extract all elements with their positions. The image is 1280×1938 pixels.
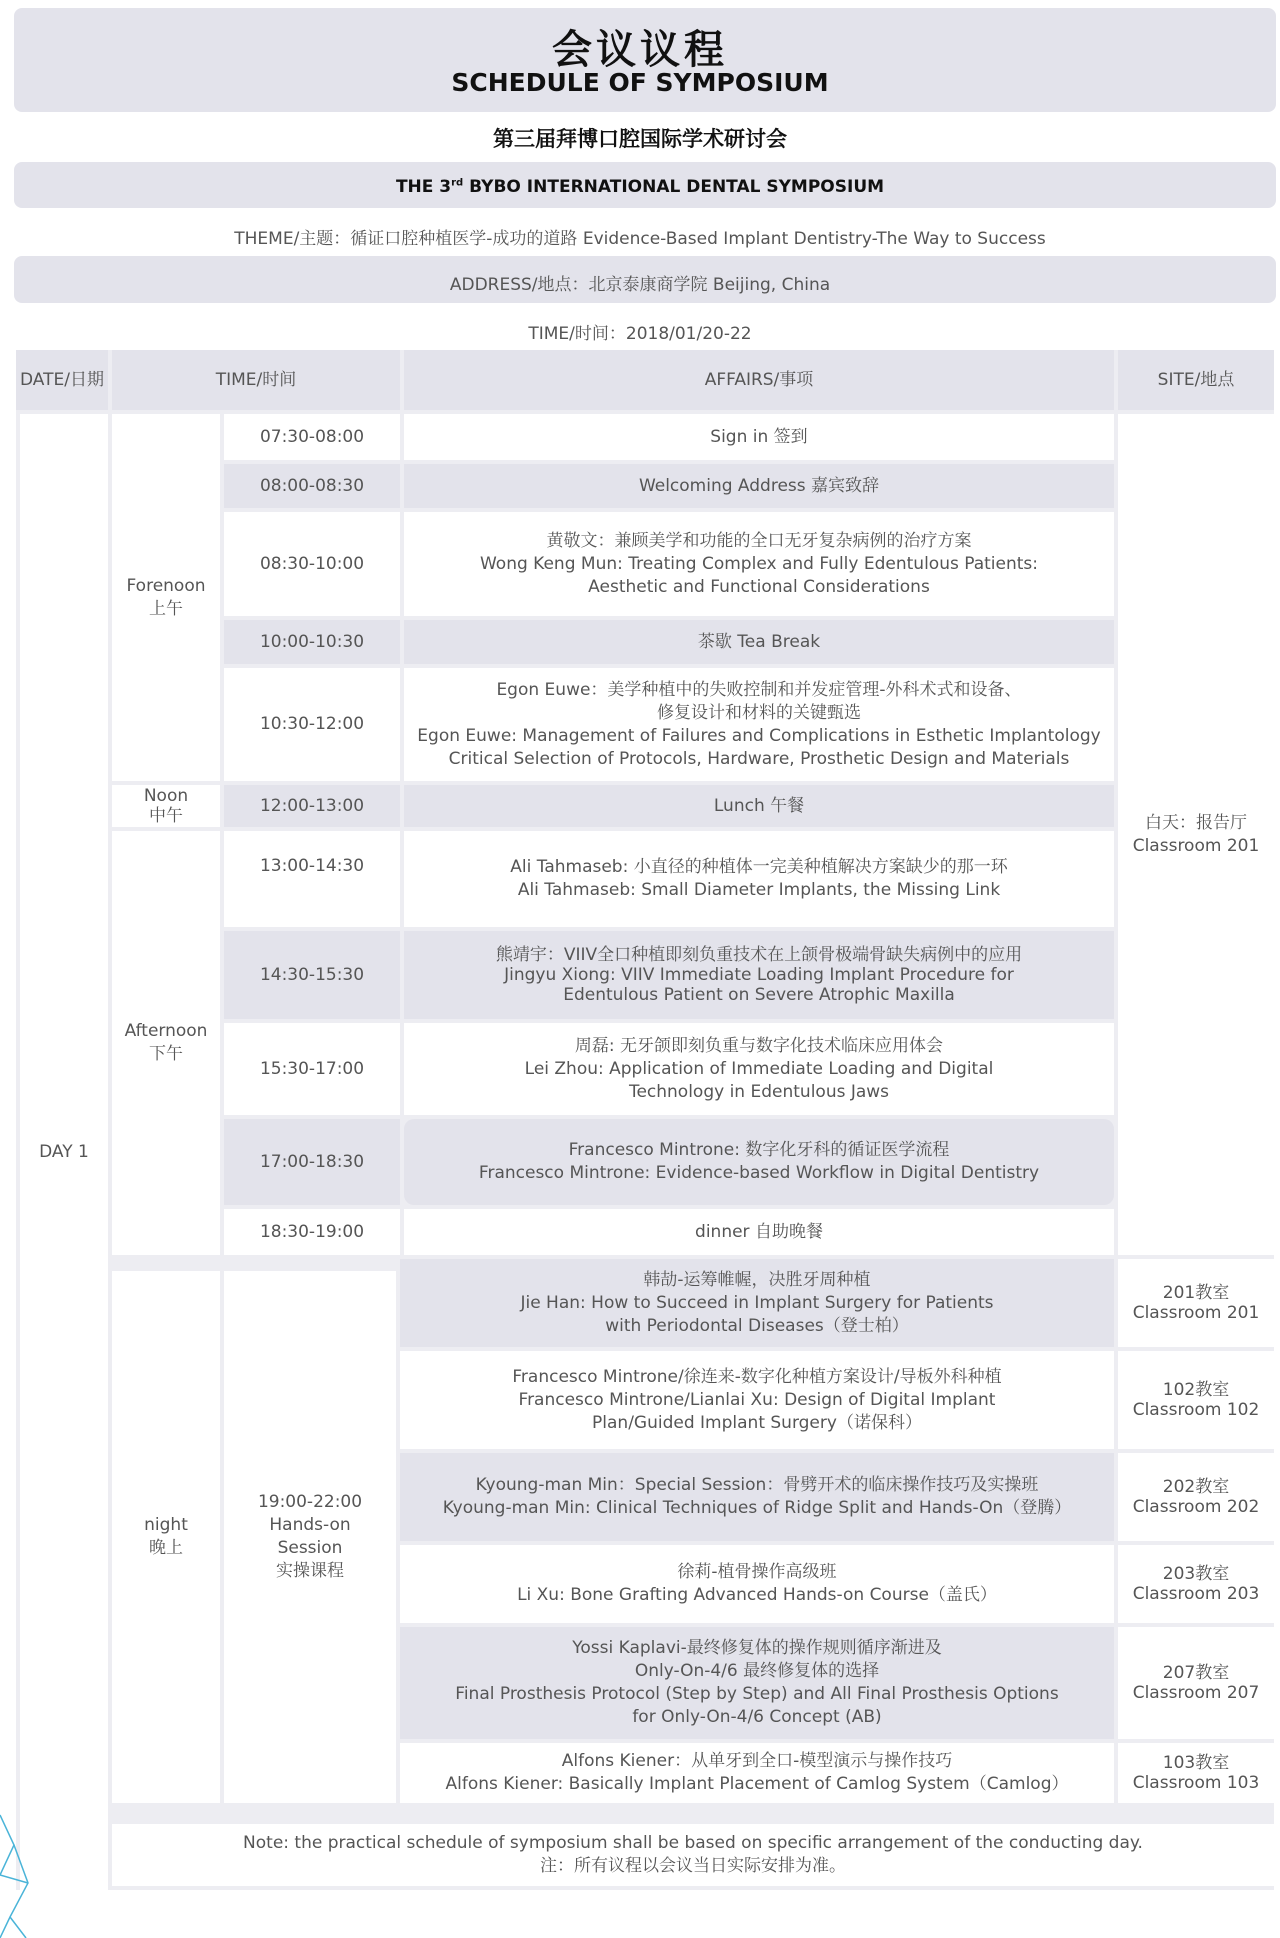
affair-item: dinner 自助晚餐: [404, 1209, 1114, 1255]
hands-on-affair: 韩劼-运筹帷幄，决胜牙周种植 Jie Han: How to Succeed in Implant Surgery for Patients with Periodontal Diseases（登士柏）: [400, 1259, 1114, 1347]
hands-on-affair: Francesco Mintrone/徐连来-数字化种植方案设计/导板外科种植 Francesco Mintrone/Lianlai Xu: Design of Digital Implant Plan/Guided Implant Surgery（诺保科）: [400, 1351, 1114, 1449]
time-slot: 13:00-14:30: [224, 831, 400, 927]
affair-item: Lunch 午餐: [404, 785, 1114, 827]
time-slot: 18:30-19:00: [224, 1209, 400, 1255]
hands-on-affair: Alfons Kiener：从单牙到全口-模型演示与操作技巧 Alfons Kiener: Basically Implant Placement of Camlog System（Camlog）: [400, 1743, 1114, 1803]
time-slot: 15:30-17:00: [224, 1023, 400, 1115]
time-slot: 10:00-10:30: [224, 620, 400, 664]
header-date: DATE/日期: [16, 350, 108, 410]
period-night: night 晚上: [112, 1271, 220, 1803]
hands-on-site: 201教室 Classroom 201: [1118, 1259, 1274, 1347]
time-slot: 17:00-18:30: [224, 1119, 400, 1205]
page-title: 会议议程: [552, 27, 728, 73]
address-line: ADDRESS/地点：北京泰康商学院 Beijing, China: [449, 275, 831, 295]
affair-item: 周磊: 无牙颌即刻负重与数字化技术临床应用体会 Lei Zhou: Application of Immediate Loading and Digital Technology in Edentulous Jaws: [404, 1023, 1114, 1115]
affair-item: 熊靖宇：VIIV全口种植即刻负重技术在上颌骨极端骨缺失病例中的应用 Jingyu Xiong: VIIV Immediate Loading Implant Procedure for Edentulous Patient on Severe Atrophic Maxilla: [404, 931, 1114, 1019]
time-slot: 08:30-10:00: [224, 512, 400, 616]
affair-item: Ali Tahmaseb: 小直径的种植体一完美种植解决方案缺少的那一环 Ali Tahmaseb: Small Diameter Implants, the Missing Link: [404, 831, 1114, 927]
hands-on-site: 103教室 Classroom 103: [1118, 1743, 1274, 1803]
hands-on-affair: Yossi Kaplavi-最终修复体的操作规则循序渐进及 Only-On-4/6 最终修复体的选择 Final Prosthesis Protocol (Step by Step) and All Final Prosthesis Options for Only-On-4/6 Concept (AB): [400, 1627, 1114, 1739]
period-afternoon: Afternoon 下午: [112, 831, 220, 1255]
day-site: 白天：报告厅 Classroom 201: [1118, 414, 1274, 1255]
page-title-en: SCHEDULE OF SYMPOSIUM: [451, 68, 829, 97]
hands-on-affair: 徐莉-植骨操作高级班 Li Xu: Bone Grafting Advanced Hands-on Course（盖氏）: [400, 1545, 1114, 1623]
time-slot: 08:00-08:30: [224, 464, 400, 508]
header-time: TIME/时间: [112, 350, 400, 410]
symposium-name-en: THE 3rd BYBO INTERNATIONAL DENTAL SYMPOSIUM: [395, 177, 885, 197]
affair-item: 茶歇 Tea Break: [404, 620, 1114, 664]
time-slot: 10:30-12:00: [224, 668, 400, 781]
header-affairs: AFFAIRS/事项: [404, 350, 1114, 410]
time-slot: 07:30-08:00: [224, 414, 400, 460]
hands-on-site: 207教室 Classroom 207: [1118, 1627, 1274, 1739]
schedule-table: [16, 350, 1274, 1890]
hands-on-affair: Kyoung-man Min：Special Session：骨劈开术的临床操作技巧及实操班 Kyoung-man Min: Clinical Techniques of Ridge Split and Hands-On（登腾）: [400, 1453, 1114, 1541]
affair-item: Welcoming Address 嘉宾致辞: [404, 464, 1114, 508]
decorative-network-graphic: [0, 1805, 60, 1938]
period-forenoon: Forenoon 上午: [112, 414, 220, 781]
symposium-name-cn: 第三届拜博口腔国际学术研讨会: [493, 127, 787, 151]
affair-item: 黄敬文：兼顾美学和功能的全口无牙复杂病例的治疗方案 Wong Keng Mun: Treating Complex and Fully Edentulous Patients: Aesthetic and Functional Considerations: [404, 512, 1114, 616]
schedule-note: Note: the practical schedule of symposium shall be based on specific arrangement of the conducting day. 注：所有议程以会议当日实际安排为准。: [112, 1824, 1274, 1886]
time-slot: 12:00-13:00: [224, 785, 400, 827]
header-site: SITE/地点: [1118, 350, 1274, 410]
period-noon: Noon 中午: [112, 785, 220, 827]
hands-on-site: 102教室 Classroom 102: [1118, 1351, 1274, 1449]
date-cell: DAY 1: [20, 414, 108, 1890]
affair-item: Egon Euwe：美学种植中的失败控制和并发症管理-外科术式和设备、 修复设计和材料的关键甄选 Egon Euwe: Management of Failures and Complications in Esthetic Implantology Critical Selection of Protocols, Hardware, Prosthetic Design and Materials: [404, 668, 1114, 781]
time-slot: 14:30-15:30: [224, 931, 400, 1019]
hands-on-site: 203教室 Classroom 203: [1118, 1545, 1274, 1623]
affair-item: Sign in 签到: [404, 414, 1114, 460]
night-time-slot: 19:00-22:00 Hands-on Session 实操课程: [224, 1271, 396, 1803]
affair-item: Francesco Mintrone: 数字化牙科的循证医学流程 Francesco Mintrone: Evidence-based Workflow in Digital Dentistry: [404, 1119, 1114, 1205]
theme-line: THEME/主题：循证口腔种植医学-成功的道路 Evidence-Based Implant Dentistry-The Way to Success: [234, 229, 1046, 249]
hands-on-site: 202教室 Classroom 202: [1118, 1453, 1274, 1541]
time-line: TIME/时间：2018/01/20-22: [528, 324, 752, 344]
